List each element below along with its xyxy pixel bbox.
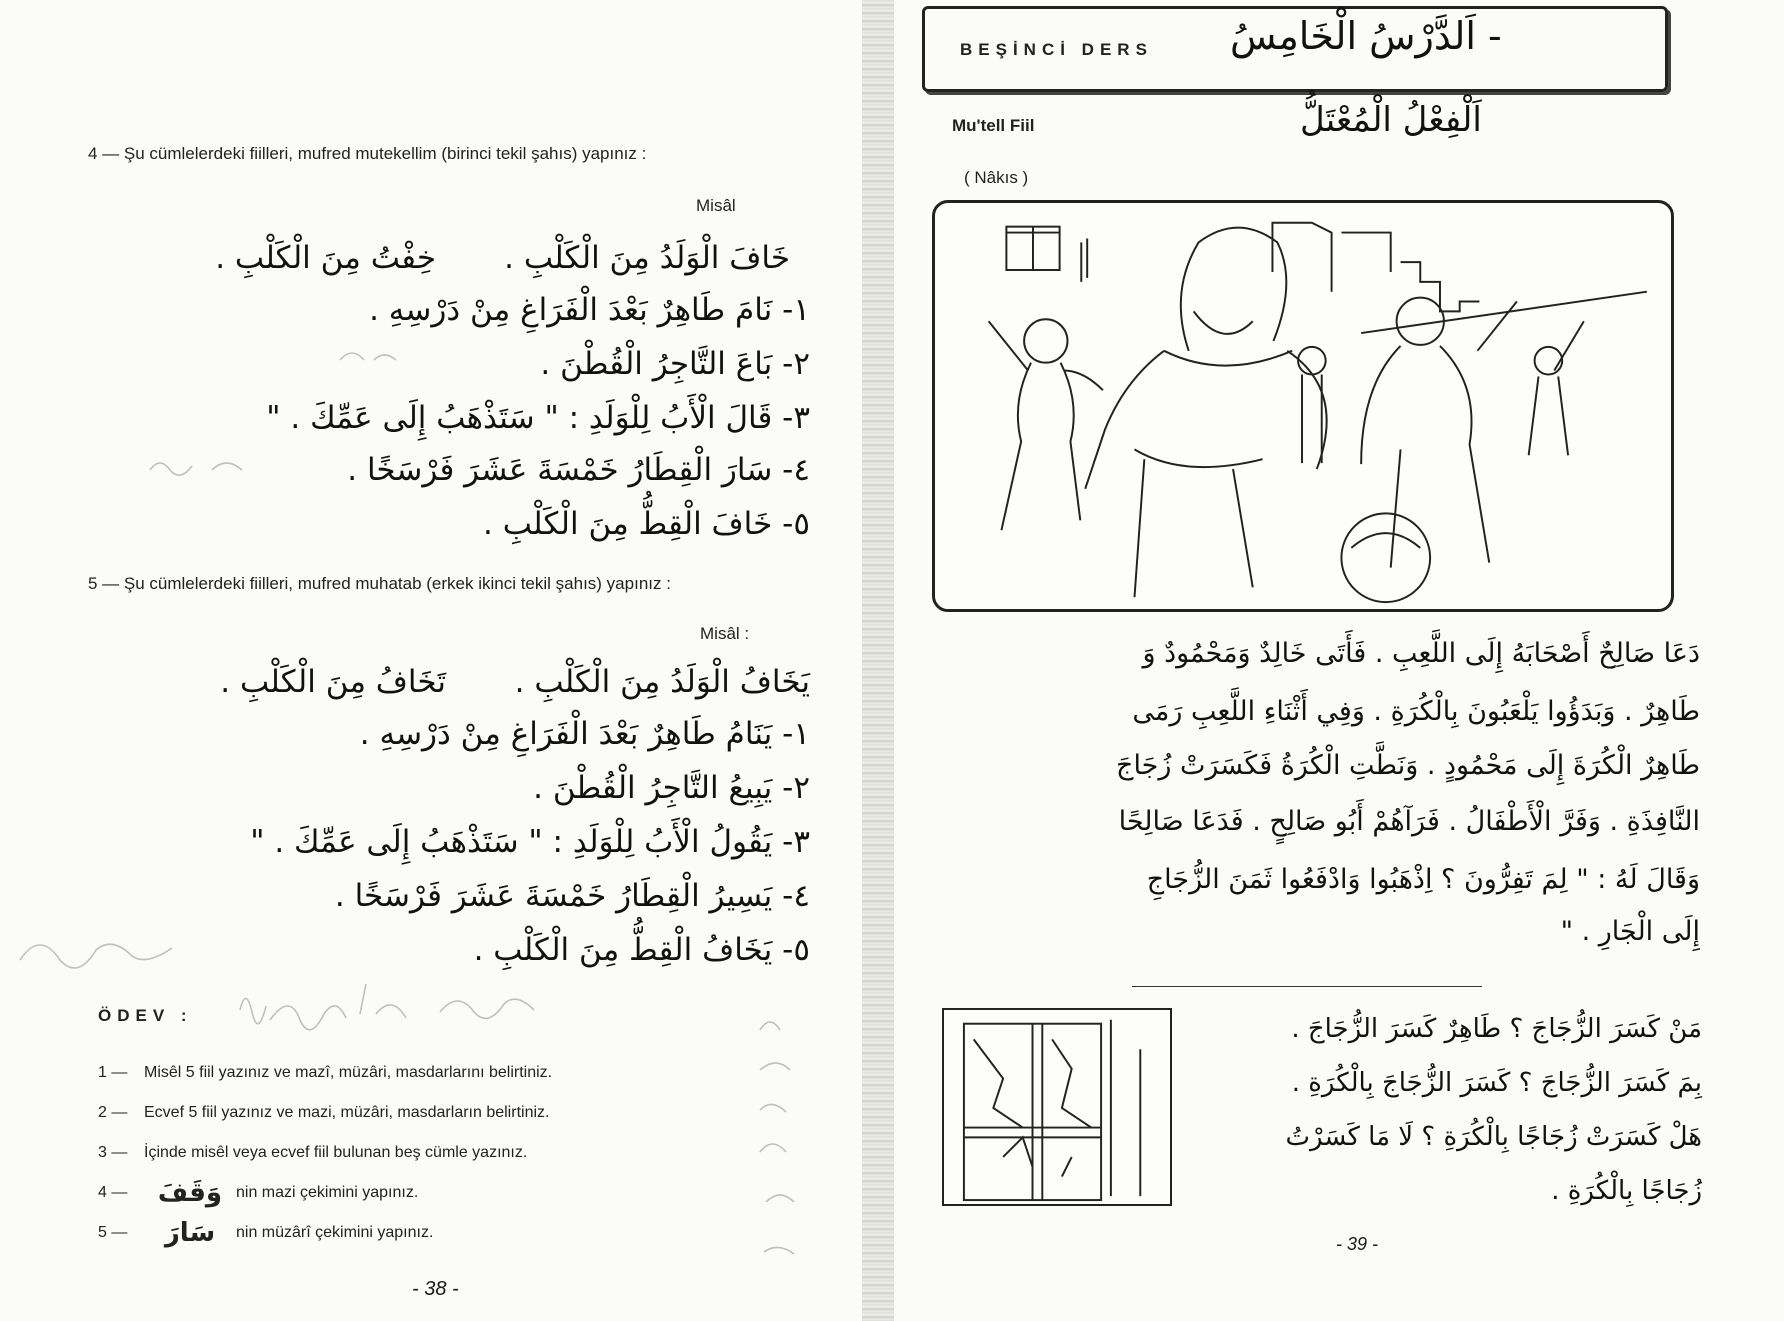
odev-item-number: 1 — [98,1064,128,1081]
left-page-number: - 38 - [412,1278,459,1300]
story-line-5: وَقَالَ لَهُ : " لِمَ تَفِرُّونَ ؟ اِذْهَبُوا وَادْفَعُوا ثَمَنَ الزُّجَاجِ [1146,864,1700,895]
story-line-6: إِلَى الْجَارِ . " [1560,916,1700,947]
exercise4-item-1: ١- نَامَ طَاهِرٌ بَعْدَ الْفَرَاغِ مِنْ دَرْسِهِ . [369,292,810,328]
exercise4-item-4: ٤- سَارَ الْقِطَارُ خَمْسَةَ عَشَرَ فَرْسَخًا . [347,452,810,488]
qa-line-3: هَلْ كَسَرَتْ زُجَاجًا بِالْكُرَةِ ؟ لَا مَا كَسَرْتُ [1285,1122,1702,1152]
broken-window-drawing [944,1010,1170,1204]
odev-item-1 [98,1064,552,1082]
lesson-subtitle-latin: Mu'tell Fiil [952,116,1035,135]
odev-item-number: 5 — [98,1224,128,1242]
qa-line-1: مَنْ كَسَرَ الزُّجَاجَ ؟ طَاهِرٌ كَسَرَ الزُّجَاجَ . [1291,1014,1702,1044]
exercise5-instruction: 5 — Şu cümlelerdeki fiilleri, mufred muhatab (erkek ikinci tekil şahıs) yapınız : [88,574,671,593]
exercise5-item-5: ٥- يَخَافُ الْقِطُّ مِنَ الْكَلْبِ . [473,932,810,968]
exercise4-example-question: خَافَ الْوَلَدُ مِنَ الْكَلْبِ . [504,240,790,276]
exercise5-item-4: ٤- يَسِيرُ الْقِطَارُ خَمْسَةَ عَشَرَ فَرْسَخًا . [334,878,810,914]
exercise4-item-2: ٢- بَاعَ التَّاجِرُ الْقُطْنَ . [540,346,810,382]
exercise4-instruction: 4 — Şu cümlelerdeki fiilleri, mufred mutekellim (birinci tekil şahıs) yapınız : [88,144,647,163]
odev-item-2 [98,1104,549,1122]
odev-item-text: İçinde misêl veya ecvef fiil bulunan beş cümle yazınız. [144,1144,528,1161]
nakis-label: ( Nâkıs ) [964,168,1029,187]
story-line-3: طَاهِرٌ الْكُرَةَ إِلَى مَحْمُودٍ . وَنَطَّتِ الْكُرَةُ فَكَسَرَتْ زُجَاجَ [1116,750,1700,781]
odev-item-5 [98,1218,433,1248]
exercise4-misal-label: Misâl [696,196,736,215]
exercise4-item-5: ٥- خَافَ الْقِطُّ مِنَ الْكَلْبِ . [483,506,810,542]
story-line-4: النَّافِذَةِ . وَفَرَّ الْأَطْفَالُ . فَرَآهُمْ أَبُو صَالِحٍ . فَدَعَا صَالِحًا [1118,806,1700,837]
lesson-illustration [932,200,1674,612]
lesson-header-latin: BEŞİNCİ DERS [960,40,1153,59]
odev-item-number: 3 — [98,1144,128,1161]
odev-item-4 [98,1178,418,1208]
story-line-2: طَاهِرٌ . وَبَدَؤُوا يَلْعَبُونَ بِالْكُرَةِ . وَفِي أَثْنَاءِ اللَّعِبِ رَمَى [1132,696,1700,727]
odev-item-arabic-verb: وَقَفَ [157,1178,223,1208]
left-page [0,0,872,1321]
odev-item-text: nin müzârî çekimini yapınız. [236,1224,434,1242]
exercise5-item-1: ١- يَنَامُ طَاهِرٌ بَعْدَ الْفَرَاغِ مِنْ دَرْسِهِ . [359,716,810,752]
lesson-subtitle-arabic: اَلْفِعْلُ الْمُعْتَلُّ [1300,100,1482,140]
children-playing-ball-illustration [935,203,1671,609]
broken-window-illustration [942,1008,1172,1206]
odev-item-3 [98,1144,527,1162]
qa-line-2: بِمَ كَسَرَ الزُّجَاجَ ؟ كَسَرَ الزُّجَاجَ بِالْكُرَةِ . [1291,1068,1702,1098]
odev-item-arabic-verb: سَارَ [164,1218,216,1248]
exercise5-item-3: ٣- يَقُولُ الْأَبُ لِلْوَلَدِ : " سَتَذْهَبُ إِلَى عَمِّكَ . " [250,824,810,860]
qa-line-4: زُجَاجًا بِالْكُرَةِ . [1551,1176,1702,1206]
odev-title: ÖDEV : [98,1006,193,1025]
exercise4-item-3: ٣- قَالَ الْأَبُ لِلْوَلَدِ : " سَتَذْهَبُ إِلَى عَمِّكَ . " [266,400,810,436]
odev-item-text: Ecvef 5 fiil yazınız ve mazi, müzâri, masdarların belirtiniz. [144,1104,550,1121]
story-line-1: دَعَا صَالِحٌ أَصْحَابَهُ إِلَى اللَّعِبِ . فَأَتَى خَالِدٌ وَمَحْمُودٌ وَ [1142,638,1700,669]
odev-item-number: 2 — [98,1104,128,1121]
odev-item-text: nin mazi çekimini yapınız. [236,1184,419,1202]
odev-item-text: Misêl 5 fiil yazınız ve mazî, müzâri, masdarlarını belirtiniz. [144,1064,553,1081]
exercise5-example-question: يَخَافُ الْوَلَدُ مِنَ الْكَلْبِ . [514,664,810,700]
lesson-header-arabic: - اَلدَّرْسُ الْخَامِسُ [1230,14,1502,58]
right-page-number: - 39 - [1336,1234,1379,1254]
section-divider [1132,986,1482,987]
exercise5-misal-label: Misâl : [700,624,750,643]
exercise4-example-answer: خِفْتُ مِنَ الْكَلْبِ . [215,240,436,276]
odev-item-number: 4 — [98,1184,128,1202]
exercise5-example-answer: تَخَافُ مِنَ الْكَلْبِ . [220,664,446,700]
exercise5-item-2: ٢- يَبِيعُ التَّاجِرُ الْقُطْنَ . [533,770,810,806]
